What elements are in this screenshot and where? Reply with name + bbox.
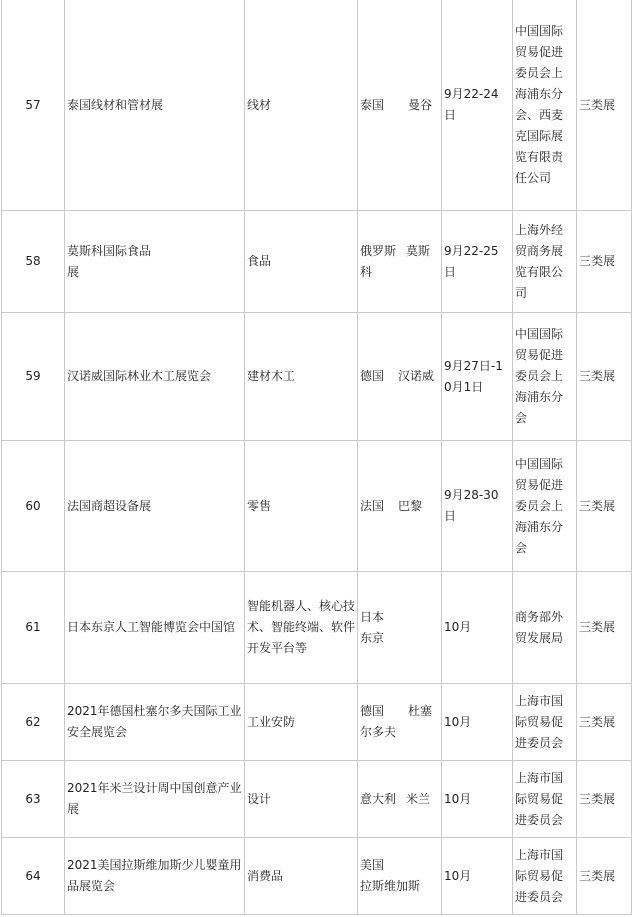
organizer: 上海外经贸商务展览有限公司 xyxy=(513,211,577,313)
category: 三类展 xyxy=(577,441,632,572)
category: 三类展 xyxy=(577,838,632,915)
country: 法国 xyxy=(360,498,385,513)
category: 三类展 xyxy=(577,313,632,441)
exhibition-name: 汉诺威国际林业木工展览会 xyxy=(65,313,245,441)
organizer: 中国国际贸易促进委员会上海浦东分会 xyxy=(513,313,577,441)
country: 意大利 xyxy=(360,791,397,806)
organizer: 上海市国际贸易促进委员会 xyxy=(513,838,577,915)
industry: 智能机器人、核心技术、智能终端、软件开发平台等 xyxy=(245,572,358,684)
organizer: 商务部外贸发展局 xyxy=(513,572,577,684)
organizer: 上海市国际贸易促进委员会 xyxy=(513,684,577,761)
row-number: 63 xyxy=(2,761,65,838)
exhibition-name: 2021年米兰设计周中国创意产业展 xyxy=(65,761,245,838)
organizer: 上海市国际贸易促进委员会 xyxy=(513,761,577,838)
exhibition-name xyxy=(65,211,245,313)
location xyxy=(358,0,442,211)
industry: 线材 xyxy=(245,0,358,211)
exhibition-name: 日本东京人工智能博览会中国馆 xyxy=(65,572,245,684)
table-row xyxy=(2,838,632,915)
category: 三类展 xyxy=(577,211,632,313)
table-row xyxy=(2,441,632,572)
industry: 消费品 xyxy=(245,838,358,915)
row-number: 58 xyxy=(2,211,65,313)
category: 三类展 xyxy=(577,572,632,684)
table-row xyxy=(2,313,632,441)
city: 曼谷 xyxy=(408,97,433,112)
city: 拉斯维加斯 xyxy=(360,879,421,893)
date: 10月 xyxy=(442,572,513,684)
exhibition-name-line1: 莫斯科国际食品 xyxy=(67,243,152,258)
city: 汉诺威 xyxy=(398,369,435,383)
city: 东京 xyxy=(360,630,385,645)
category: 三类展 xyxy=(577,761,632,838)
row-number: 60 xyxy=(2,441,65,572)
location xyxy=(358,572,442,684)
industry: 工业安防 xyxy=(245,684,358,761)
date: 9月27日-10月1日 xyxy=(442,313,513,441)
city: 巴黎 xyxy=(398,498,423,513)
row-number: 61 xyxy=(2,572,65,684)
row-number: 59 xyxy=(2,313,65,441)
date: 9月28-30日 xyxy=(442,441,513,572)
organizer: 中国国际贸易促进委员会上海浦东分会 xyxy=(513,441,577,572)
industry: 食品 xyxy=(245,211,358,313)
table-row xyxy=(2,211,632,313)
date: 10月 xyxy=(442,761,513,838)
exhibition-table xyxy=(1,0,632,915)
date: 10月 xyxy=(442,684,513,761)
country: 美国 xyxy=(360,858,385,872)
table-row xyxy=(2,684,632,761)
organizer: 中国国际贸易促进委员会上海浦东分会、西麦克国际展览有限责任公司 xyxy=(513,0,577,211)
location xyxy=(358,838,442,915)
exhibition-name: 2021年德国杜塞尔多夫国际工业安全展览会 xyxy=(65,684,245,761)
industry: 零售 xyxy=(245,441,358,572)
location xyxy=(358,684,442,761)
location xyxy=(358,313,442,441)
category: 三类展 xyxy=(577,684,632,761)
country: 泰国 xyxy=(360,97,385,112)
exhibition-name: 泰国线材和管材展 xyxy=(65,0,245,211)
exhibition-name-line2: 展 xyxy=(67,264,80,279)
country: 德国 xyxy=(360,369,385,383)
location xyxy=(358,211,442,313)
date: 10月 xyxy=(442,838,513,915)
industry: 建材木工 xyxy=(245,313,358,441)
row-number: 57 xyxy=(2,0,65,211)
table-row xyxy=(2,0,632,211)
row-number: 64 xyxy=(2,838,65,915)
city: 米兰 xyxy=(406,791,431,806)
exhibition-name: 2021美国拉斯维加斯少儿婴童用品展览会 xyxy=(65,838,245,915)
city: 莫斯科 xyxy=(360,243,431,279)
table-row xyxy=(2,761,632,838)
category: 三类展 xyxy=(577,0,632,211)
city: 杜塞尔多夫 xyxy=(360,704,433,739)
country: 德国 xyxy=(360,704,385,718)
date: 9月22-24日 xyxy=(442,0,513,211)
date: 9月22-25日 xyxy=(442,211,513,313)
location xyxy=(358,761,442,838)
industry: 设计 xyxy=(245,761,358,838)
location xyxy=(358,441,442,572)
row-number: 62 xyxy=(2,684,65,761)
country: 日本 xyxy=(360,609,385,624)
country: 俄罗斯 xyxy=(360,243,397,258)
table-row xyxy=(2,572,632,684)
exhibition-name: 法国商超设备展 xyxy=(65,441,245,572)
